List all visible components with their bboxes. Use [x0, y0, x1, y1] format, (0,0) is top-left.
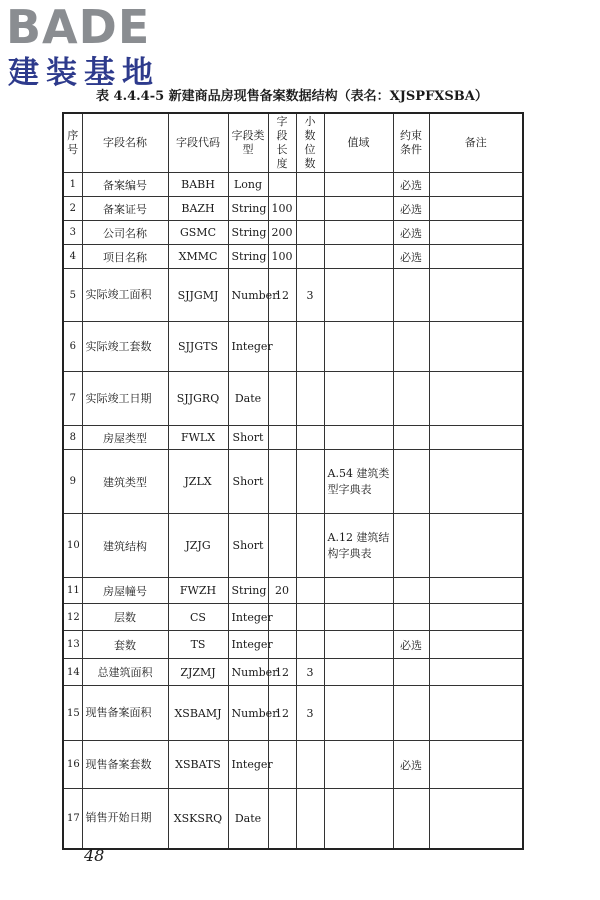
cell-seq: 12	[63, 604, 82, 631]
cell-field-length: 12	[268, 659, 296, 686]
header-seq: 序号	[63, 113, 82, 173]
cell-decimals	[296, 197, 324, 221]
header-field-type: 字段类型	[228, 113, 268, 173]
cell-field-type: String	[228, 578, 268, 604]
cell-constraint	[393, 426, 429, 450]
cell-decimals: 3	[296, 269, 324, 322]
cell-value-domain	[324, 578, 393, 604]
cell-remarks	[429, 245, 523, 269]
cell-decimals	[296, 221, 324, 245]
cell-value-domain	[324, 221, 393, 245]
cell-field-name: 套数	[82, 631, 168, 659]
cell-value-domain	[324, 173, 393, 197]
cell-field-name: 房屋类型	[82, 426, 168, 450]
cell-seq: 1	[63, 173, 82, 197]
cell-value-domain	[324, 269, 393, 322]
cell-remarks	[429, 789, 523, 849]
table-row	[63, 197, 523, 221]
cell-value-domain	[324, 604, 393, 631]
table-row	[63, 269, 523, 322]
cell-field-code: BABH	[168, 173, 228, 197]
cell-constraint: 必选	[393, 173, 429, 197]
cell-field-type: Short	[228, 450, 268, 514]
cell-field-type: String	[228, 221, 268, 245]
cell-field-code: BAZH	[168, 197, 228, 221]
cell-field-name: 备案编号	[82, 173, 168, 197]
cell-field-length: 12	[268, 269, 296, 322]
cell-value-domain	[324, 197, 393, 221]
cell-seq: 3	[63, 221, 82, 245]
table-row	[63, 631, 523, 659]
cell-field-length	[268, 426, 296, 450]
cell-field-name: 实际竣工面积	[82, 269, 168, 322]
cell-remarks	[429, 631, 523, 659]
header-constraint: 约束条件	[393, 113, 429, 173]
cell-field-code: ZJZMJ	[168, 659, 228, 686]
cell-seq: 8	[63, 426, 82, 450]
cell-field-name: 公司名称	[82, 221, 168, 245]
cell-constraint	[393, 659, 429, 686]
table-row	[63, 322, 523, 372]
cell-value-domain: A.54 建筑类型字典表	[324, 450, 393, 514]
cell-field-length: 100	[268, 197, 296, 221]
cell-decimals	[296, 789, 324, 849]
cell-value-domain	[324, 741, 393, 789]
table-caption: 表 4.4.4-5 新建商品房现售备案数据结构（表名：XJSPFXSBA）	[96, 89, 488, 104]
cell-field-length	[268, 372, 296, 426]
cell-constraint: 必选	[393, 221, 429, 245]
header-field-name: 字段名称	[82, 113, 168, 173]
cell-field-code: TS	[168, 631, 228, 659]
cell-field-name: 房屋幢号	[82, 578, 168, 604]
cell-decimals	[296, 514, 324, 578]
table-header-row	[63, 113, 523, 173]
cell-field-length	[268, 450, 296, 514]
cell-remarks	[429, 221, 523, 245]
table-row	[63, 245, 523, 269]
cell-value-domain	[324, 372, 393, 426]
cell-constraint	[393, 450, 429, 514]
cell-field-type: Long	[228, 173, 268, 197]
cell-decimals	[296, 741, 324, 789]
cell-field-code: JZLX	[168, 450, 228, 514]
table-row	[63, 450, 523, 514]
cell-field-length	[268, 514, 296, 578]
cell-field-type: Short	[228, 426, 268, 450]
cell-field-name: 销售开始日期	[82, 789, 168, 849]
cell-field-code: JZJG	[168, 514, 228, 578]
cell-constraint	[393, 789, 429, 849]
cell-field-code: XSBAMJ	[168, 686, 228, 741]
header-field-code: 字段代码	[168, 113, 228, 173]
cell-remarks	[429, 197, 523, 221]
cell-remarks	[429, 450, 523, 514]
table-row	[63, 173, 523, 197]
cell-field-code: XSBATS	[168, 741, 228, 789]
cell-field-name: 项目名称	[82, 245, 168, 269]
logo-chinese-name: 建装基地	[8, 55, 160, 91]
cell-field-type: Number	[228, 269, 268, 322]
cell-field-code: FWLX	[168, 426, 228, 450]
cell-value-domain	[324, 789, 393, 849]
cell-field-name: 现售备案套数	[82, 741, 168, 789]
cell-field-type: String	[228, 245, 268, 269]
cell-constraint	[393, 372, 429, 426]
table-row	[63, 426, 523, 450]
cell-field-type: Integer	[228, 604, 268, 631]
cell-decimals	[296, 372, 324, 426]
cell-seq: 14	[63, 659, 82, 686]
cell-remarks	[429, 741, 523, 789]
cell-field-name: 建筑类型	[82, 450, 168, 514]
cell-field-name: 建筑结构	[82, 514, 168, 578]
cell-constraint: 必选	[393, 741, 429, 789]
cell-value-domain	[324, 659, 393, 686]
cell-seq: 7	[63, 372, 82, 426]
cell-field-type: Date	[228, 372, 268, 426]
cell-decimals	[296, 578, 324, 604]
cell-seq: 13	[63, 631, 82, 659]
cell-constraint	[393, 322, 429, 372]
cell-seq: 15	[63, 686, 82, 741]
cell-decimals	[296, 631, 324, 659]
table-row	[63, 686, 523, 741]
data-structure-table	[62, 112, 524, 850]
cell-field-name: 总建筑面积	[82, 659, 168, 686]
cell-constraint	[393, 514, 429, 578]
table-row	[63, 578, 523, 604]
cell-decimals	[296, 426, 324, 450]
cell-constraint	[393, 269, 429, 322]
cell-remarks	[429, 322, 523, 372]
cell-remarks	[429, 173, 523, 197]
cell-decimals	[296, 173, 324, 197]
header-value-domain: 值域	[324, 113, 393, 173]
cell-decimals: 3	[296, 686, 324, 741]
cell-field-type: Short	[228, 514, 268, 578]
cell-value-domain: A.12 建筑结构字典表	[324, 514, 393, 578]
page-number: 48	[84, 846, 105, 865]
cell-remarks	[429, 426, 523, 450]
cell-field-length: 200	[268, 221, 296, 245]
cell-seq: 17	[63, 789, 82, 849]
cell-seq: 16	[63, 741, 82, 789]
cell-value-domain	[324, 631, 393, 659]
cell-field-code: XMMC	[168, 245, 228, 269]
cell-field-type: Integer	[228, 322, 268, 372]
cell-field-type: Integer	[228, 741, 268, 789]
header-decimals: 小数位数	[296, 113, 324, 173]
cell-field-code: CS	[168, 604, 228, 631]
table-row	[63, 659, 523, 686]
cell-field-name: 现售备案面积	[82, 686, 168, 741]
cell-field-code: SJJGMJ	[168, 269, 228, 322]
cell-constraint: 必选	[393, 245, 429, 269]
table-row	[63, 789, 523, 849]
cell-field-type: Number	[228, 686, 268, 741]
cell-field-name: 层数	[82, 604, 168, 631]
cell-decimals	[296, 322, 324, 372]
cell-decimals	[296, 245, 324, 269]
cell-field-name: 实际竣工日期	[82, 372, 168, 426]
cell-seq: 4	[63, 245, 82, 269]
table-row	[63, 604, 523, 631]
cell-remarks	[429, 578, 523, 604]
header-remarks: 备注	[429, 113, 523, 173]
cell-seq: 10	[63, 514, 82, 578]
cell-remarks	[429, 514, 523, 578]
cell-field-code: GSMC	[168, 221, 228, 245]
cell-remarks	[429, 269, 523, 322]
cell-constraint	[393, 578, 429, 604]
cell-seq: 5	[63, 269, 82, 322]
cell-constraint: 必选	[393, 197, 429, 221]
logo-wordmark: BADE	[6, 0, 151, 54]
header-field-length: 字段长度	[268, 113, 296, 173]
cell-field-length: 20	[268, 578, 296, 604]
cell-value-domain	[324, 426, 393, 450]
cell-constraint: 必选	[393, 631, 429, 659]
cell-field-length	[268, 173, 296, 197]
bade-logo	[6, 0, 186, 91]
cell-remarks	[429, 372, 523, 426]
cell-field-type: Date	[228, 789, 268, 849]
cell-constraint	[393, 686, 429, 741]
cell-field-length: 12	[268, 686, 296, 741]
cell-field-code: SJJGTS	[168, 322, 228, 372]
cell-decimals: 3	[296, 659, 324, 686]
table-row	[63, 221, 523, 245]
cell-remarks	[429, 686, 523, 741]
cell-decimals	[296, 604, 324, 631]
cell-field-type: Integer	[228, 631, 268, 659]
cell-field-code: SJJGRQ	[168, 372, 228, 426]
cell-field-type: Number	[228, 659, 268, 686]
cell-field-code: FWZH	[168, 578, 228, 604]
cell-remarks	[429, 604, 523, 631]
table-row	[63, 741, 523, 789]
cell-value-domain	[324, 686, 393, 741]
cell-seq: 9	[63, 450, 82, 514]
cell-field-name: 备案证号	[82, 197, 168, 221]
cell-field-type: String	[228, 197, 268, 221]
cell-seq: 2	[63, 197, 82, 221]
cell-field-name: 实际竣工套数	[82, 322, 168, 372]
table-row	[63, 372, 523, 426]
cell-field-length	[268, 789, 296, 849]
cell-constraint	[393, 604, 429, 631]
cell-seq: 6	[63, 322, 82, 372]
cell-remarks	[429, 659, 523, 686]
cell-value-domain	[324, 245, 393, 269]
cell-value-domain	[324, 322, 393, 372]
cell-field-length: 100	[268, 245, 296, 269]
table-row	[63, 514, 523, 578]
cell-field-code: XSKSRQ	[168, 789, 228, 849]
cell-decimals	[296, 450, 324, 514]
cell-seq: 11	[63, 578, 82, 604]
